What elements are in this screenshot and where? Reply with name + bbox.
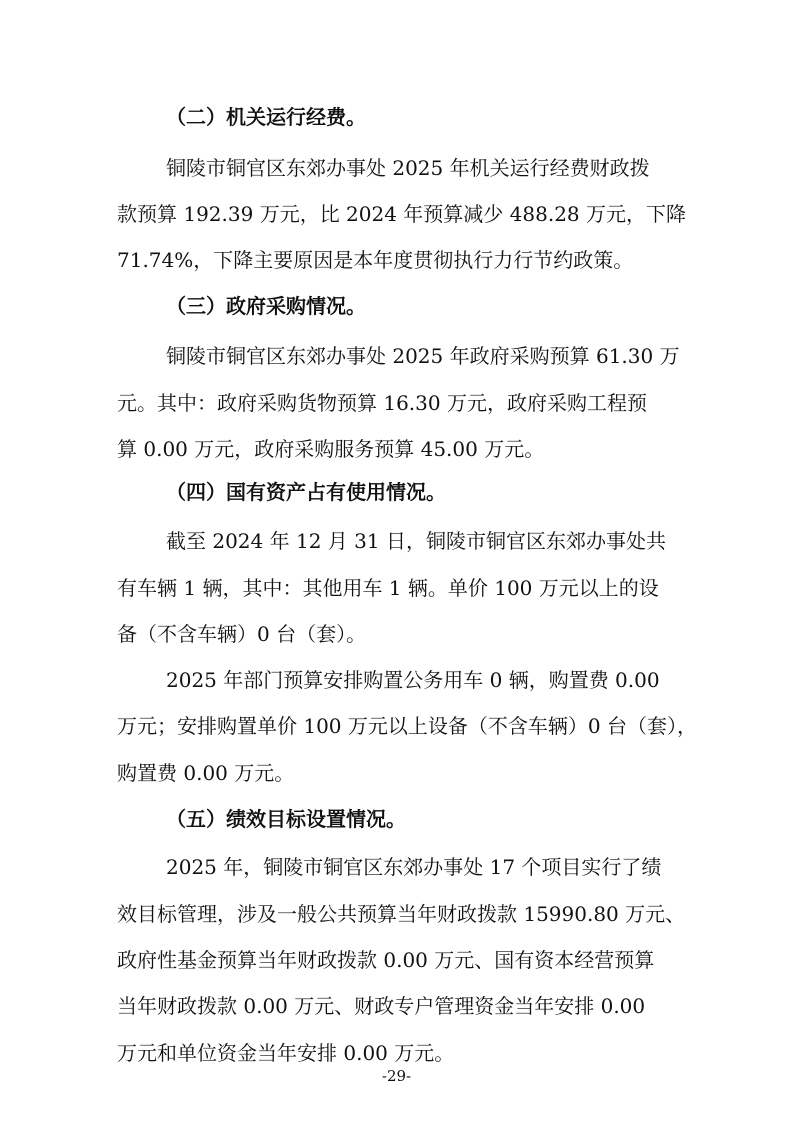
paragraph-line [0,568,793,608]
paragraph-text: 购置费 0.00 万元。 [117,761,295,785]
paragraph-line [0,706,793,746]
paragraph-text: 算 0.00 万元，政府采购服务预算 45.00 万元。 [117,437,545,461]
section-heading [0,472,793,512]
paragraph-text: 2025 年部门预算安排购置公务用车 0 辆，购置费 0.00 [166,668,660,692]
paragraph-text: 有车辆 1 辆，其中：其他用车 1 辆。单价 100 万元以上的设 [117,576,659,600]
paragraph-text: 款预算 192.39 万元，比 2024 年预算减少 488.28 万元，下降 [117,202,687,226]
heading-text: （三）政府采购情况。 [166,294,366,318]
section-heading [0,799,793,839]
paragraph-line [0,660,793,700]
paragraph-text: 铜陵市铜官区东郊办事处 2025 年机关运行经费财政拨 [166,156,650,180]
heading-text: （五）绩效目标设置情况。 [166,807,406,831]
paragraph-line [0,521,793,561]
paragraph-line [0,894,793,934]
paragraph-line [0,383,793,423]
paragraph-line [0,940,793,980]
paragraph-text: 元。其中：政府采购货物预算 16.30 万元，政府采购工程预 [117,391,647,415]
paragraph-line [0,429,793,469]
paragraph-line [0,336,793,376]
paragraph-text: 2025 年，铜陵市铜官区东郊办事处 17 个项目实行了绩 [166,855,662,879]
paragraph-line [0,614,793,654]
paragraph-line [0,240,793,280]
paragraph-text: 截至 2024 年 12 月 31 日，铜陵市铜官区东郊办事处共 [166,529,666,553]
page-number: -29- [381,1067,412,1085]
paragraph-text: 71.74%，下降主要原因是本年度贯彻执行力行节约政策。 [117,248,634,272]
heading-text: （二）机关运行经费。 [166,105,366,129]
paragraph-text: 政府性基金预算当年财政拨款 0.00 万元、国有资本经营预算 [117,948,655,972]
paragraph-line [0,986,793,1026]
paragraph-line [0,847,793,887]
heading-text: （四）国有资产占有使用情况。 [166,480,446,504]
section-heading [0,286,793,326]
paragraph-line [0,194,793,234]
section-heading [0,97,793,137]
paragraph-text: 备（不含车辆）0 台（套）。 [117,622,367,646]
paragraph-text: 当年财政拨款 0.00 万元、财政专户管理资金当年安排 0.00 [117,994,646,1018]
paragraph-text: 铜陵市铜官区东郊办事处 2025 年政府采购预算 61.30 万 [166,344,680,368]
paragraph-line [0,753,793,793]
paragraph-text: 效目标管理，涉及一般公共预算当年财政拨款 15990.80 万元、 [117,902,686,926]
paragraph-line [0,148,793,188]
paragraph-text: 万元和单位资金当年安排 0.00 万元。 [117,1041,455,1065]
paragraph-text: 万元；安排购置单价 100 万元以上设备（不含车辆）0 台（套）， [117,714,697,738]
